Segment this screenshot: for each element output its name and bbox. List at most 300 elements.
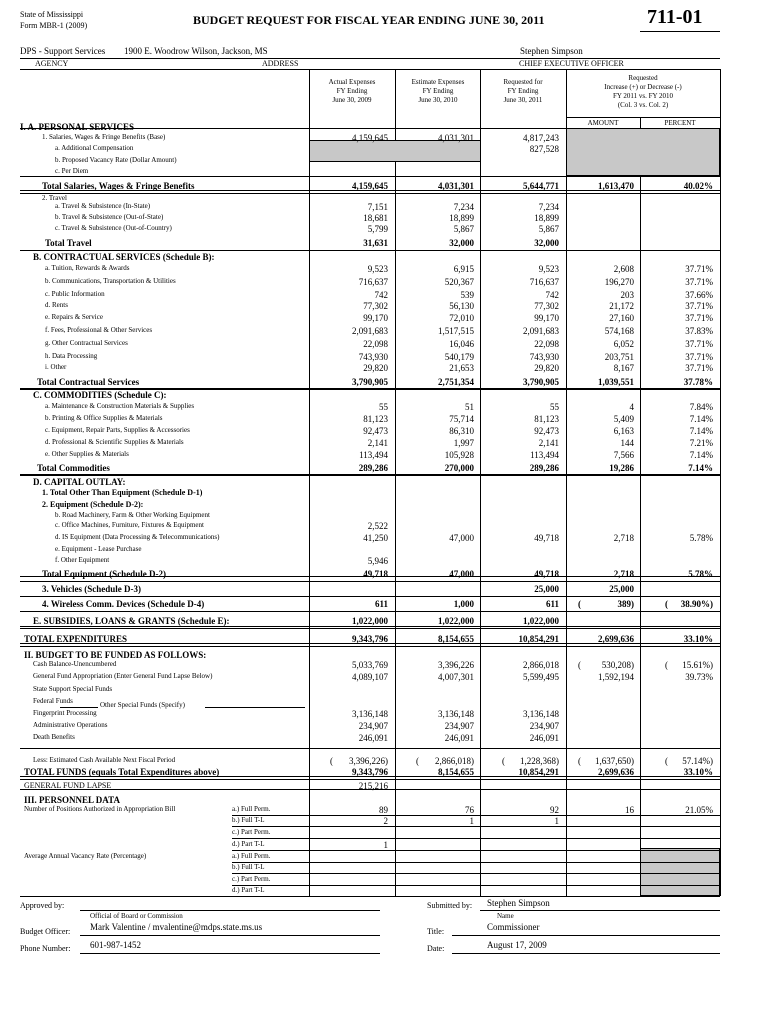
phone-value: 601-987-1452: [90, 940, 141, 950]
agency-caption: AGENCY: [35, 59, 69, 68]
cell-value: 21.05%: [685, 805, 713, 815]
cell-value: 18,681: [363, 213, 388, 223]
row-label: Total Salaries, Wages & Fringe Benefits: [42, 181, 195, 191]
approved-by-label: Approved by:: [20, 901, 65, 910]
row-label: 4. Wireless Comm. Devices (Schedule D-4): [42, 599, 205, 609]
row-label: GENERAL FUND LAPSE: [24, 781, 112, 790]
approved-line: [80, 910, 380, 911]
submitted-value: Stephen Simpson: [487, 898, 550, 908]
section-rule: [20, 190, 720, 191]
row-label: a. Maintenance & Construction Materials & Supplies: [45, 402, 195, 410]
section-rule: [20, 474, 720, 475]
cell-value: 1,592,194: [598, 672, 634, 682]
cell-value: 39.73%: [685, 672, 713, 682]
row-label: e. Other Supplies & Materials: [45, 450, 129, 458]
cell-value: 5,946: [367, 556, 388, 566]
cell-value: 215,216: [358, 781, 388, 791]
cell-value: 99,170: [363, 313, 388, 323]
cell-value: 246,091: [358, 733, 388, 743]
row-label: 1. Salaries, Wages & Fringe Benefits (Base): [42, 133, 166, 141]
officer-name: Stephen Simpson: [520, 46, 583, 56]
cell-value: 77,302: [363, 301, 388, 311]
cell-value: 7,151: [367, 202, 388, 212]
cell-value: 49,718: [534, 569, 559, 579]
cell-value: 4,031,301: [438, 181, 474, 191]
cell-value: 9,343,796: [352, 634, 388, 644]
cell-value: 389): [617, 599, 634, 609]
cell-value: 2,866,018: [523, 660, 559, 670]
cell-value: 33.10%: [683, 767, 713, 777]
cell-value: 32,000: [534, 238, 559, 248]
cell-value: 2,091,683: [523, 326, 559, 336]
section-rule: [20, 748, 720, 749]
cell-value: 5,799: [367, 224, 388, 234]
cell-value: 289,286: [529, 463, 559, 473]
cell-value: 1,000: [453, 599, 474, 609]
row-rule: [232, 873, 720, 874]
row-label: E. SUBSIDIES, LOANS & GRANTS (Schedule E):: [33, 616, 230, 626]
cell-value: 7.14%: [689, 450, 713, 460]
cell-value: 15.61%): [682, 660, 713, 670]
cell-value: 81,123: [363, 414, 388, 424]
cell-value: 7,234: [453, 202, 474, 212]
cell-value: 5,644,771: [523, 181, 559, 191]
cell-value: 37.66%: [685, 290, 713, 300]
officer-caption: CHIEF EXECUTIVE OFFICER: [519, 59, 624, 68]
cell-value: 5.78%: [688, 569, 713, 579]
row-rule: [20, 628, 720, 629]
date-line: [452, 953, 720, 954]
cell-value: 10,854,291: [518, 767, 559, 777]
form-label: Form MBR-1 (2009): [20, 21, 88, 30]
cell-value: 37.71%: [685, 352, 713, 362]
paren-open: (: [665, 756, 668, 766]
column-header-line: Actual Expenses: [328, 78, 376, 86]
cell-value: 7.84%: [689, 402, 713, 412]
cell-value: 1,517,515: [438, 326, 474, 336]
cell-value: 4,159,645: [352, 181, 388, 191]
cell-value: 25,000: [534, 584, 559, 594]
cell-value: 716,637: [529, 277, 559, 287]
cell-value: 41,250: [363, 533, 388, 543]
cell-value: 1: [383, 840, 388, 850]
cell-value: 5,409: [613, 414, 634, 424]
cell-value: 92: [550, 805, 559, 815]
cell-value: 49,718: [363, 569, 388, 579]
cell-value: 2,751,354: [438, 377, 474, 387]
cell-value: 827,528: [529, 144, 559, 154]
row-label: General Fund Appropriation (Enter General Fund Lapse Below): [33, 672, 213, 680]
cell-value: 2,522: [367, 521, 388, 531]
cell-value: 92,473: [534, 426, 559, 436]
date-label: Date:: [427, 944, 445, 953]
amount-rule: [566, 117, 720, 118]
row-label: I. A. PERSONAL SERVICES: [20, 122, 134, 132]
row-label: h. Data Processing: [45, 352, 98, 360]
cell-value: 29,820: [363, 363, 388, 373]
cell-value: 7,566: [613, 450, 634, 460]
cell-value: 3,396,226): [349, 756, 388, 766]
section-rule: [20, 128, 720, 129]
cell-value: 5,599,495: [523, 672, 559, 682]
cell-value: 29,820: [534, 363, 559, 373]
row-label: 2. Travel: [42, 194, 67, 202]
cell-value: 1,613,470: [598, 181, 634, 191]
cell-value: 8,167: [613, 363, 634, 373]
cell-value: 51: [465, 402, 474, 412]
personnel-sub-label: a.) Full Perm.: [232, 805, 271, 813]
cell-value: 3,790,905: [523, 377, 559, 387]
personnel-sub-label: b.) Full T-L: [232, 816, 265, 824]
cell-value: 4,031,301: [438, 133, 474, 143]
cell-value: 4,817,243: [523, 133, 559, 143]
cell-value: 21,172: [609, 301, 634, 311]
paren-open: (: [502, 756, 505, 766]
cell-value: 5,867: [453, 224, 474, 234]
row-label: C. COMMODITIES (Schedule C):: [33, 390, 167, 400]
cell-value: 6,915: [453, 264, 474, 274]
column-header-line: Estimate Expenses: [411, 78, 465, 86]
row-label: d. Rents: [45, 301, 68, 309]
cell-value: 86,310: [449, 426, 474, 436]
row-label: c. Per Diem: [55, 167, 89, 175]
row-rule: [20, 611, 720, 612]
cell-value: 55: [379, 402, 388, 412]
vacancy-label: Average Annual Vacancy Rate (Percentage): [24, 852, 147, 860]
cell-value: 4,089,107: [352, 672, 388, 682]
cell-value: 7.21%: [689, 438, 713, 448]
cell-value: 38.90%): [680, 599, 713, 609]
cell-value: 234,907: [358, 721, 388, 731]
cell-value: 2,608: [613, 264, 634, 274]
cell-value: 743,930: [529, 352, 559, 362]
cell-value: 289,286: [358, 463, 388, 473]
cell-value: 105,928: [444, 450, 474, 460]
percent-header: PERCENT: [664, 119, 696, 127]
grid-line: [720, 69, 721, 896]
cell-value: 3,136,148: [352, 709, 388, 719]
cell-value: 3,396,226: [438, 660, 474, 670]
row-rule: [20, 475, 720, 476]
cell-value: 37.71%: [685, 301, 713, 311]
cell-value: 37.71%: [685, 313, 713, 323]
row-label: d. IS Equipment (Data Processing & Telecommunications): [55, 533, 220, 541]
cell-value: 2,699,636: [598, 767, 634, 777]
cell-value: 47,000: [449, 533, 474, 543]
shaded-cell: [309, 140, 481, 162]
personnel-sub-label: c.) Part Perm.: [232, 875, 271, 883]
cell-value: 611: [374, 599, 388, 609]
section-rule: [20, 388, 720, 389]
cell-value: 196,270: [604, 277, 634, 287]
column-header-line: FY 2011 vs. FY 2010: [612, 92, 674, 100]
cell-value: 2,866,018): [435, 756, 474, 766]
cell-value: 574,168: [604, 326, 634, 336]
column-header-line: Requested for: [503, 78, 543, 86]
cell-value: 37.71%: [685, 277, 713, 287]
cell-value: 203: [620, 290, 634, 300]
cell-value: 27,160: [609, 313, 634, 323]
row-label: c. Travel & Subsistence (Out-of-Country): [55, 224, 172, 232]
column-header-line: FY Ending: [336, 87, 368, 95]
cell-value: 7.14%: [689, 426, 713, 436]
agency-address: 1900 E. Woodrow Wilson, Jackson, MS: [124, 46, 268, 56]
cell-value: 1,022,000: [523, 616, 559, 626]
amount-header: AMOUNT: [587, 119, 619, 127]
row-rule: [20, 646, 720, 647]
personnel-sub-label: a.) Full Perm.: [232, 852, 271, 860]
cell-value: 743,930: [358, 352, 388, 362]
row-label: b. Proposed Vacancy Rate (Dollar Amount): [55, 156, 177, 164]
cell-value: 9,343,796: [352, 767, 388, 777]
row-label: a. Additional Compensation: [55, 144, 134, 152]
cell-value: 3,790,905: [352, 377, 388, 387]
row-label: f. Other Equipment: [55, 556, 110, 564]
row-label: Death Benefits: [33, 733, 75, 741]
federal-funds-line: [60, 707, 98, 708]
cell-value: 9,523: [367, 264, 388, 274]
cell-value: 99,170: [534, 313, 559, 323]
cell-value: 3,136,148: [523, 709, 559, 719]
section-rule: [20, 626, 720, 627]
budget-officer-line: [80, 935, 380, 936]
row-rule: [20, 193, 720, 194]
cell-value: 1,997: [453, 438, 474, 448]
address-caption: ADDRESS: [262, 59, 299, 68]
cell-value: 5,867: [538, 224, 559, 234]
cell-value: 234,907: [444, 721, 474, 731]
cell-value: 3,136,148: [438, 709, 474, 719]
row-label: 2. Equipment (Schedule D-2):: [42, 500, 144, 509]
cell-value: 2,718: [613, 533, 634, 543]
row-label: i. Other: [45, 363, 67, 371]
cell-value: 5,033,769: [352, 660, 388, 670]
section-rule: [20, 896, 720, 897]
cell-value: 2,141: [367, 438, 388, 448]
cell-value: 4: [629, 402, 634, 412]
name-caption: Name: [497, 912, 514, 920]
column-header-line: June 30, 2010: [418, 96, 458, 104]
row-label: 3. Vehicles (Schedule D-3): [42, 584, 141, 594]
cell-value: 22,098: [363, 339, 388, 349]
cell-value: 32,000: [449, 238, 474, 248]
cell-value: 8,154,655: [438, 634, 474, 644]
row-rule: [232, 826, 720, 827]
cell-value: 81,123: [534, 414, 559, 424]
paren-open: (: [416, 756, 419, 766]
row-label: c. Office Machines, Furniture, Fixtures & Equipment: [55, 521, 204, 529]
row-rule: [232, 862, 720, 863]
cell-value: 37.71%: [685, 363, 713, 373]
cell-value: 57.14%): [682, 756, 713, 766]
cell-value: 6,163: [613, 426, 634, 436]
row-rule: [232, 838, 720, 839]
agency-name: DPS - Support Services: [20, 46, 106, 56]
row-rule: [232, 850, 720, 851]
cell-value: 31,631: [363, 238, 388, 248]
cell-value: 144: [620, 438, 634, 448]
row-label: II. BUDGET TO BE FUNDED AS FOLLOWS:: [24, 650, 207, 660]
row-label: a. Tuition, Rewards & Awards: [45, 264, 130, 272]
page-title: BUDGET REQUEST FOR FISCAL YEAR ENDING JUNE 30, 2011: [193, 13, 545, 27]
cell-value: 49,718: [534, 533, 559, 543]
row-label: g. Other Contractual Services: [45, 339, 128, 347]
shaded-cell: [640, 848, 720, 896]
cell-value: 2,718: [613, 569, 634, 579]
cell-value: 1,637,650): [595, 756, 634, 766]
paren-open: (: [330, 756, 333, 766]
column-header-line: FY Ending: [507, 87, 539, 95]
cell-value: 742: [374, 290, 388, 300]
cell-value: 19,286: [609, 463, 634, 473]
form-code: 711-01: [647, 6, 703, 28]
state-label: State of Mississippi: [20, 10, 84, 19]
row-label: b. Road Machinery, Farm & Other Working Equipment: [55, 511, 210, 519]
official-caption: Official of Board or Commission: [90, 912, 183, 920]
row-label: b. Printing & Office Supplies & Materials: [45, 414, 163, 422]
cell-value: 10,854,291: [518, 634, 559, 644]
cell-value: 37.78%: [683, 377, 713, 387]
row-label: b. Communications, Transportation & Utilities: [45, 277, 176, 285]
cell-value: 37.71%: [685, 339, 713, 349]
row-label: Federal Funds: [33, 697, 73, 705]
column-header-line: Increase (+) or Decrease (-): [604, 83, 682, 91]
cell-value: 89: [379, 805, 388, 815]
cell-value: 6,052: [613, 339, 634, 349]
code-underline: [640, 31, 720, 32]
other-special-funds-label: Other Special Funds (Specify): [100, 701, 185, 709]
cell-value: 2,091,683: [352, 326, 388, 336]
cell-value: 77,302: [534, 301, 559, 311]
cell-value: 7.14%: [689, 414, 713, 424]
budget-officer-label: Budget Officer:: [20, 927, 71, 936]
row-label: D. CAPITAL OUTLAY:: [33, 477, 126, 487]
row-label: e. Repairs & Service: [45, 313, 103, 321]
cell-value: 1,228,368): [520, 756, 559, 766]
row-rule: [20, 779, 720, 780]
cell-value: 611: [545, 599, 559, 609]
cell-value: 7.14%: [688, 463, 713, 473]
cell-value: 16: [625, 805, 634, 815]
cell-value: 113,494: [530, 450, 559, 460]
row-label: 1. Total Other Than Equipment (Schedule D-1): [42, 488, 203, 497]
cell-value: 2: [383, 816, 388, 826]
row-label: d. Professional & Scientific Supplies & Materials: [45, 438, 184, 446]
cell-value: 1,022,000: [438, 616, 474, 626]
phone-line: [80, 953, 380, 954]
personnel-sub-label: c.) Part Perm.: [232, 828, 271, 836]
cell-value: 246,091: [444, 733, 474, 743]
cell-value: 47,000: [449, 569, 474, 579]
paren-open: (: [578, 756, 581, 766]
row-rule: [232, 885, 720, 886]
row-label: Total Contractual Services: [37, 377, 140, 387]
row-label: TOTAL FUNDS (equals Total Expenditures above): [24, 767, 220, 777]
row-label: Total Equipment (Schedule D-2): [42, 569, 166, 579]
cell-value: 40.02%: [683, 181, 713, 191]
section-rule: [20, 789, 720, 790]
cell-value: 56,130: [449, 301, 474, 311]
cell-value: 716,637: [358, 277, 388, 287]
cell-value: 18,899: [449, 213, 474, 223]
row-label: Cash Balance-Unencumbered: [33, 660, 117, 668]
column-header-line: Requested: [628, 74, 658, 82]
section-rule: [20, 250, 720, 251]
column-header-line: June 30, 2009: [332, 96, 372, 104]
row-label: a. Travel & Subsistence (In-State): [55, 202, 151, 210]
cell-value: 76: [465, 805, 474, 815]
cell-value: 7,234: [538, 202, 559, 212]
column-header-line: (Col. 3 vs. Col. 2): [617, 101, 669, 109]
phone-label: Phone Number:: [20, 944, 71, 953]
date-value: August 17, 2009: [487, 940, 547, 950]
cell-value: 9,523: [538, 264, 559, 274]
section-rule: [20, 576, 720, 577]
personnel-sub-label: d.) Part T-L: [232, 886, 265, 894]
cell-value: 72,010: [449, 313, 474, 323]
cell-value: 234,907: [529, 721, 559, 731]
row-label: Total Travel: [45, 238, 92, 248]
section-rule: [20, 776, 720, 777]
cell-value: 33.10%: [683, 634, 713, 644]
cell-value: 22,098: [534, 339, 559, 349]
personnel-sub-label: b.) Full T-L: [232, 863, 265, 871]
paren-open: (: [578, 660, 581, 670]
row-label: Fingerprint Processing: [33, 709, 97, 717]
cell-value: 113,494: [359, 450, 388, 460]
column-header-line: June 30, 2011: [503, 96, 543, 104]
special-funds-line: [205, 707, 305, 708]
cell-value: 270,000: [444, 463, 474, 473]
cell-value: 75,714: [449, 414, 474, 424]
cell-value: 18,899: [534, 213, 559, 223]
cell-value: 37.83%: [685, 326, 713, 336]
row-label: State Support Special Funds: [33, 685, 113, 693]
cell-value: 540,179: [444, 352, 474, 362]
column-header-line: FY Ending: [422, 87, 454, 95]
row-label: B. CONTRACTUAL SERVICES (Schedule B):: [33, 252, 215, 262]
row-label: e. Equipment - Lease Purchase: [55, 545, 142, 553]
row-label: c. Public Information: [45, 290, 105, 298]
row-label: Number of Positions Authorized in Appropriation Bill: [24, 805, 176, 813]
submitted-label: Submitted by:: [427, 901, 473, 910]
row-rule: [20, 581, 720, 582]
paren-open: (: [578, 599, 581, 609]
cell-value: 246,091: [529, 733, 559, 743]
cell-value: 92,473: [363, 426, 388, 436]
paren-open: (: [665, 660, 668, 670]
cell-value: 203,751: [604, 352, 634, 362]
cell-value: 1,039,551: [598, 377, 634, 387]
title-value: Commissioner: [487, 922, 540, 932]
row-label: b. Travel & Subsistence (Out-of-State): [55, 213, 164, 221]
budget-officer-value: Mark Valentine / mvalentine@mdps.state.ms.us: [90, 922, 263, 932]
row-label: TOTAL EXPENDITURES: [24, 634, 127, 644]
cell-value: 1: [469, 816, 474, 826]
personnel-sub-label: d.) Part T-L: [232, 840, 265, 848]
cell-value: 55: [550, 402, 559, 412]
cell-value: 530,208): [601, 660, 634, 670]
cell-value: 16,046: [449, 339, 474, 349]
cell-value: 8,154,655: [438, 767, 474, 777]
cell-value: 1,022,000: [352, 616, 388, 626]
row-label: c. Equipment, Repair Parts, Supplies & Accessories: [45, 426, 190, 434]
cell-value: 539: [460, 290, 474, 300]
row-label: f. Fees, Professional & Other Services: [45, 326, 153, 334]
shaded-cell: [566, 128, 720, 176]
title-line: [452, 935, 720, 936]
cell-value: 4,159,645: [352, 133, 388, 143]
